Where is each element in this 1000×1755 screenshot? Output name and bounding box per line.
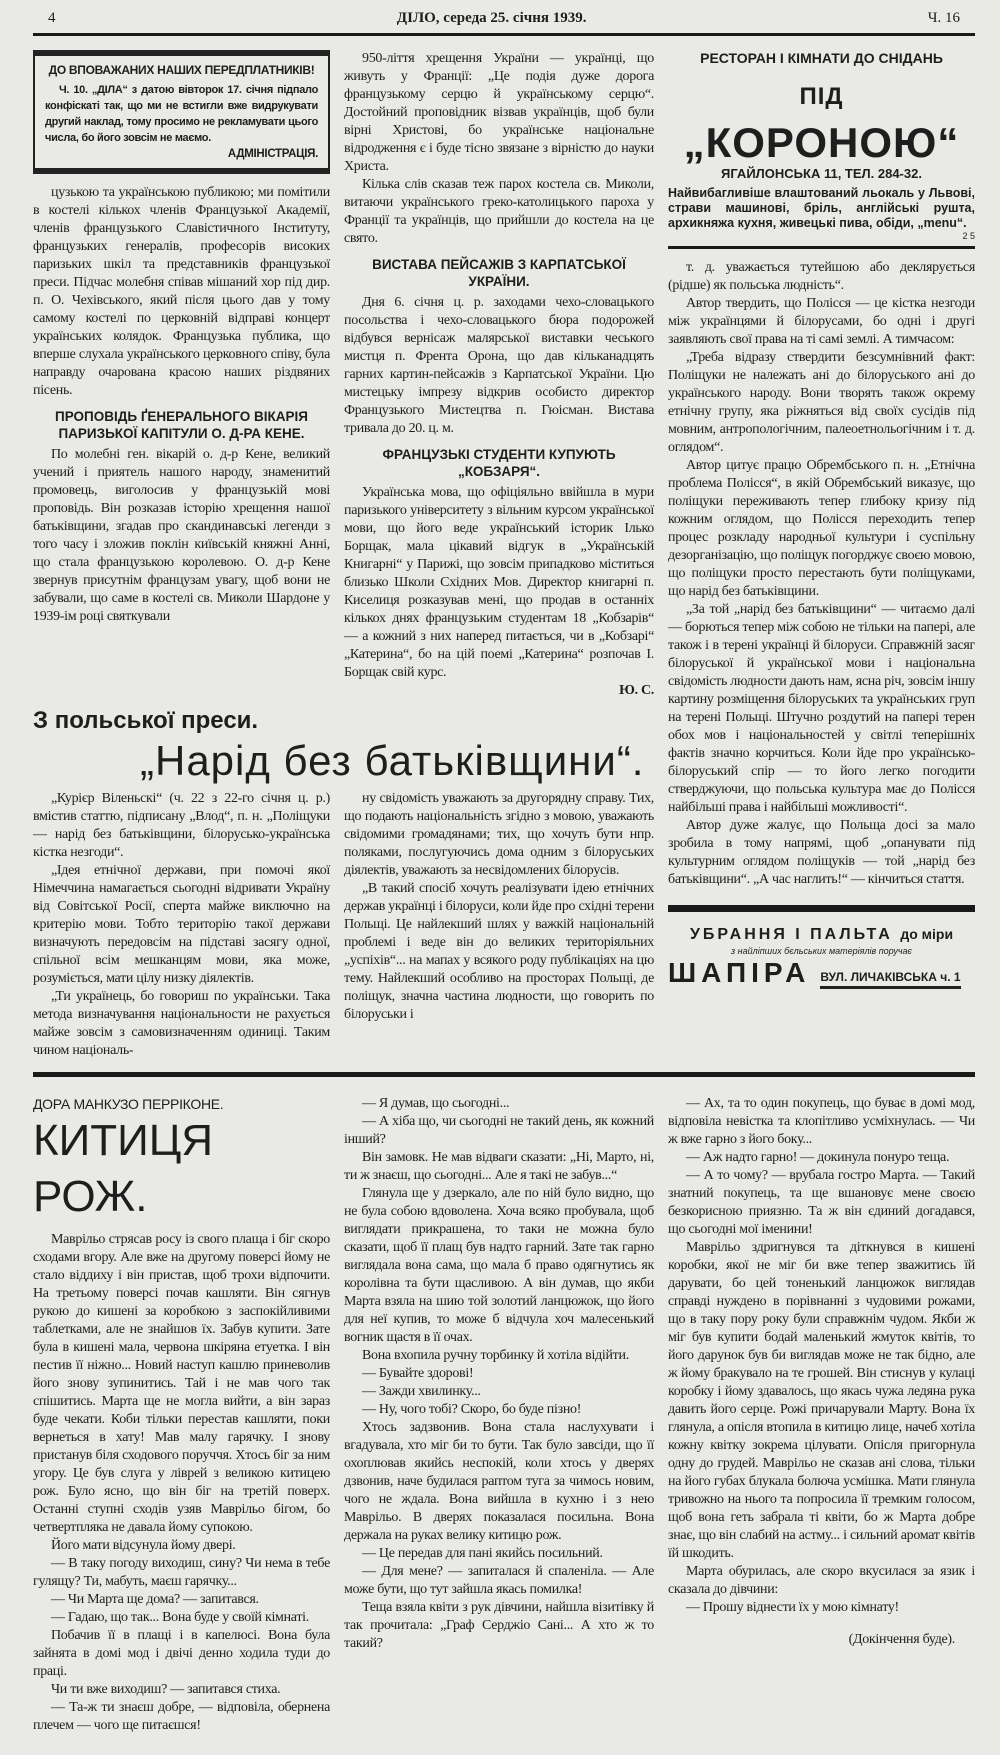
paragraph: Маврільо здригнувся та діткнувся в кишені коробки, якої не міг би вже тепер зважитись їй дарувати, бо цей тоненький ланцюжок виглядав справді нуждено в порівнанні з чудовими рожами, що в таку пору року були справжнім чудом. Якби ж міг був купити бодай маленький жмуток квітів, то його дарунок був би виглядав може не так бідно, але ж йому бракувало на те грошей. Він стиснув у кулаці коробку і йому здавалось, що якась чужа ледяна рука давить його серце. Рожі причарували Марту. Вона їх глянула, а опісля втопила в китицю лице, начеб хотіла кожну квітку зокрема цілувати. Опісля пригорнула одну до грудей. Маврільо не сказав ані слова, тільки на його губах блукала болюча усмішка. Мати глянула тривожно на нього та попросила її тремким голосом, щоб вона геть забрала ті квіти, бо ж Марта добре знає, що він слабий на астму... і сильний аромат квітів їй шкодить. (668, 1240, 975, 1561)
ad-headline (668, 924, 975, 945)
paragraph: Автор твердить, що Полісся — це кістка незгоди між українцями й білорусами, бо одні і другі заявляють свої права на ті самі землі. А тимчасом: (668, 296, 975, 347)
subheading: ВИСТАВА ПЕЙСАЖІВ З КАРПАТСЬКОЇ УКРАЇНИ. (372, 257, 626, 289)
subheading: ФРАНЦУЗЬКІ СТУДЕНТИ КУПУЮТЬ „КОБЗАРЯ“. (382, 447, 616, 479)
paragraph: Дня 6. січня ц. р. заходами чехо-словацького посольства і чехо-словацького бюра подорожей відбувся вернісаж малярської виставки чеського мистця п. Френта Орона, що дав кільканадцять гарних картин-пейсажів з Карпатської України. Цю мистецьку імпрезу відкрив особисто директор Французького Мистецтва п. Гюісман. Вистава тривала до 20. ц. м. (344, 295, 654, 436)
ad-headline-sub: до міри (900, 926, 954, 942)
subscriber-notice (33, 50, 330, 174)
paragraph: — Зажди хвилинку... (362, 1384, 481, 1399)
paragraph: Побачив її в плащі і в капелюсі. Вона була зайнята в домі мод і двічі денно ходила туди до праці. (33, 1628, 330, 1679)
ad-subline: з найліпших бєльських матеріялів поручає (730, 946, 913, 956)
paragraph: Автор дуже жалує, що Польща досі за мало зробила в тому напрямі, щоб „опанувати під культурним оглядом поліщуків — той „нарід без батьківщини“. „А час наглить!“ — кінчиться стаття. (668, 818, 975, 887)
paragraph: цузькою та українською публикою; ми помітили в костелі кількох членів Французької Академії, членів французького Славістичного Інституту, французьких генералів, професорів високих паризьких шкіл та представників французької преси. Підчас молебня співав мішаний хор під дир. п. О. Чехівського, який після цього дав у тому самому костелі по церковній відправі концерт українських колядок. Французька публика, що вперше слухала українського церковного співу, була направду очарована красою наших різдвяних пісень. (33, 185, 330, 398)
paragraph: — Аж надто гарно! — докинула понуро теща. (686, 1150, 950, 1165)
paragraph: — Ну, чого тобі? Скоро, бо буде пізно! (362, 1402, 582, 1417)
paragraph: Кілька слів сказав теж парох костела св. Миколи, витаючи українського греко-католицького пароха у Франції та українців, що прийшли до костела на це свято. (344, 177, 654, 246)
story-column-2 (344, 1095, 654, 1735)
story-column-1-text (33, 1231, 330, 1735)
paragraph: — Я думав, що сьогодні... (362, 1096, 510, 1111)
story-author: ДОРА МАНКУЗО ПЕРРІКОНЕ. (33, 1096, 224, 1112)
paragraph: — Це передав для пані якийсь посильний. (362, 1546, 603, 1561)
top-row (33, 50, 654, 700)
paragraph: — А хіба що, чи сьогодні не такий день, як кожний інший? (344, 1114, 654, 1147)
paragraph: 950-ліття хрещення України — українці, що живуть у Франції: „Це подія дуже дорога французькому серцю й українському серцю“. Достойний проповідник візвав українців, щоб були вірні Христові, бо українське національне відродження є і буде тісно звязане з вірністю до науки Христа. (344, 51, 654, 174)
column-top-1 (33, 50, 330, 700)
paragraph: — Бувайте здорові! (362, 1366, 474, 1381)
ad-code: 2 5 (962, 231, 975, 241)
notice-title: ДО ВПОВАЖАНИХ НАШИХ ПЕРЕДПЛАТНИКІВ! (48, 63, 315, 77)
column-top-1-text (33, 184, 330, 626)
ad-headline-text: УБРАННЯ І ПАЛЬТА (689, 926, 893, 943)
section-label: З польської преси. (33, 707, 259, 734)
header-rule (33, 33, 975, 36)
article-headline: „Нарід без батьківщини“. (140, 737, 645, 784)
issue-number: Ч. 16 (927, 10, 960, 26)
page-header (33, 10, 975, 27)
left-area (33, 50, 654, 1060)
notice-signature: АДМІНІСТРАЦІЯ. (227, 148, 318, 160)
column-top-3 (668, 259, 975, 889)
paragraph: „Ти українець, бо говориш по українськи. Така метода визначування національности не рахується майже зовсім з самовизначенням одиниці. Таким чином національ- (33, 989, 330, 1058)
ad-text: Найвибагливіше влаштований льокаль у Львові, страви машинові, бріль, англійські рушта, архикняжа кухня, живецькі пива, обіди, „menu“. (668, 186, 975, 230)
paragraph: Маврільо стрясав росу із свого плаща і біг скоро сходами вгору. Але вже на другому поверсі йому не стало віддиху і він пристав, щоб трохи відпочити. На третьому поверсі почав кашляти. Він сягнув рукою до кишені за коробкою з заспокійливими таблетками, але не знайшов їх. Забув купити. Зате була в кишені мала, червона шкіряна етуетка. І він пестив її ніжно... Новий наступ кашлю приневолив його знову зупинитись. Тай і не мав чого так спішитись. Марта ще не могла вийти, а він зараз буде чекати. Коби тільки перестав кашляти, поки вернеться в хату! Мав малу гарячку. І знову пристанув біля сходового поруччя. Хтось біг за ним угору. Це був слуга у ліврей з великою китицею рож. Було ясно, що він біг на третій поверх. Останні ступні сходів узяв Маврільо бігом, бо четвертпляка не давала йому супокою. (33, 1232, 330, 1535)
paragraph: „Курієр Віленьскі“ (ч. 22 з 22-го січня ц. р.) вмістив статтю, підписану „Влод“, п. н. „Поліщуки — нарід без батьківщини, білорусько-українська кістка незгоди“. (33, 791, 330, 860)
paragraph: Теща взяла квіти з рук дівчини, найшла візитівку й так прочитала: „Граф Серджіо Сані... А хто ж то такий? (344, 1600, 654, 1651)
paragraph: ну свідомість уважають за другорядну справу. Тих, що подають національність згідно з мовою, уважають свідомими громадянами; тих, що хочуть бути нпр. поляками, послугуючись дома одним з білоруських діялектів, уважають за несвідомлених білорусів. (344, 791, 654, 878)
paragraph: Він замовк. Не мав відваги сказати: „Ні, Марто, ні, ти ж знаєш, що сьогодні... Але я такі не забув...“ (344, 1150, 654, 1183)
ad-rule (668, 246, 975, 249)
subheading: ПРОПОВІДЬ ҐЕНЕРАЛЬНОГО ВІКАРІЯ ПАРИЗЬКОЇ КАПІТУЛИ О. Д-РА КЕНЕ. (55, 409, 308, 441)
paragraph: Глянула ще у дзеркало, але по ній було видно, що не була собою вдоволена. Хоча всяко пробувала, щоб виглядати прикрашена, то таки не можна було сказати, щоб її плащ був надто гарний. Зате так гарно виглядала вона сама, що мала б право одягнутись як королівна та бути щасливою. А він думав, що якби Марта взяла на шию той золотий ланцюжок, що його для неї купив, то може б відчула хоч малесенький вогник щастя в її очах. (344, 1186, 654, 1345)
column-mid-1 (33, 790, 330, 1060)
ad-brand: „КОРОНОЮ“ (683, 119, 960, 166)
paragraph: — А то чому? — врубала гостро Марта. — Такий знатний покупець, та ще вшановує мене своєю безкорисною приязню. Та ж він єдиний догадався, що сьогодні мої іменини! (668, 1168, 975, 1237)
ad-name (668, 67, 975, 166)
paragraph: Українська мова, що офіціяльно ввійшла в мури паризького університету з вільним курсом української мови, що його веде український історик Ілько Борщак, мала цікавий відгук в „Українській Книгарні“ у Парижі, що зовсім припадково міститься близько Школи Східних Мов. Директор книгарні п. Киселиця розказував мені, що продав в останніх кількох днях французьким студентам 18 „Кобзарів“ — а кожний з них наперед питається, чи в „Кобзарі“ „Катерина“, бо на цій поемі „Катерина“ розпочав І. Борщак свій курс. (344, 485, 654, 680)
paragraph: „За той „нарід без батьківщини“ — читаємо далі — борються тепер між собою не тільки на папері, але також і в терені українці й білоруси. Справжній засяг білоруської й української мови і національна свідомість людности дають нам, ясна річ, зовсім іншу картину розміщення білоруських та українських груп на терені Польщі. Штучно роздутий на папері терен обох мов і національностей у світлі теперішніх фактів значно корчиться. Коли йде про українсько-білоруський спір — то його легко погодити стверджуючи, що польська культура має до Полісся найбільші права і найбільші можливості“. (668, 602, 975, 815)
paragraph: Автор цитує працю Обрембського п. н. „Етнічна проблема Полісся“, в якій Обрембський виказує, що поліщуки переживають тепер глибоку кризу під кожним оглядом, що Полісся переходить тепер процес розкладу народньої культури і суспільну дезорганізацію, що поліщук погорджує своєю мовою, що поліщуки просто перестають бути поліщуками, що нарід без батьківщини. (668, 458, 975, 599)
story-column-1 (33, 1095, 330, 1735)
ad-line: РЕСТОРАН І КІМНАТИ ДО СНІДАНЬ (700, 50, 943, 66)
ad-address: ВУЛ. ЛИЧАКІВСЬКА ч. 1 (820, 970, 960, 989)
paragraph: — Чи Марта ще дома? — запитався. (51, 1592, 259, 1607)
right-column (668, 50, 975, 1060)
page-number: 4 (48, 10, 56, 26)
story-section (33, 1095, 975, 1735)
paragraph: „Ідея етнічної держави, при помочі якої Німеччина намагається сьогодні відривати Україну від Совітської Росії, сперта майже виключно на критерію мови. Тобто територію такої держави визначують передовсім на підставі засягу одної, спільної всім мешканцям мови, яка може, розуміється, мати цілу низку діялектів. (33, 863, 330, 986)
notice-body: Ч. 10. „ДІЛА“ з датою вівторок 17. січня підпало конфіскаті так, що ми не встигли вже видрукувати другий наклад, тому просимо не рекламувати цього числа, бо його зовсім не маємо. (45, 84, 318, 144)
paragraph: — Гадаю, що так... Вона буде у своїй кімнаті. (51, 1610, 309, 1625)
paragraph: т. д. уважається тутейшою або деклярується (рідше) як польська людність“. (668, 260, 975, 293)
section-divider (33, 1072, 975, 1077)
signature: Ю. С. (619, 683, 654, 698)
column-top-2 (344, 50, 654, 700)
paragraph: „Треба відразу ствердити безсумнівний факт: Поліщуки не належать ані до білоруського ані до українського народу. Вони творять також окрему етнічну групу, яка ріжняться від своїх сусідів під мовним, антропологічним, палеоетнольогічним і т. д. оглядом“. (668, 350, 975, 455)
restaurant-ad (668, 50, 975, 242)
story-continuation: (Докінчення буде). (848, 1632, 955, 1647)
ad-top-rule (668, 905, 975, 912)
ad-pre: ПІД (799, 83, 844, 110)
paragraph: — Та-ж ти знаєш добре, — відповіла, обернена плечем — чого ще питаєшся! (33, 1700, 330, 1733)
column-mid-2 (344, 790, 654, 1060)
paragraph: Його мати відсунула йому двері. (51, 1538, 236, 1553)
paragraph: — Ах, та то один покупець, що буває в домі мод, відповіла невістка та клопітливо усміхнулась. — Чи ж вже гарно з його боку... (668, 1096, 975, 1147)
paragraph: — Прошу віднести їх у мою кімнату! (686, 1600, 899, 1615)
upper-section (33, 50, 975, 1060)
story-title: КИТИЦЯ РОЖ. (33, 1116, 214, 1221)
ad-address: ЯГАЙЛОНСЬКА 11, ТЕЛ. 284-32. (721, 166, 922, 181)
paragraph: Марта обурилась, але скоро вкусилася за язик і сказала до дівчини: (668, 1564, 975, 1597)
paragraph: — Для мене? — запиталася й спаленіла. — Але може бути, що тут зайшла якась помилка! (344, 1564, 654, 1597)
tailor-ad (668, 905, 975, 989)
story-column-3 (668, 1095, 975, 1735)
paragraph: По молебні ген. вікарій о. д-р Кене, великий учений і приятель нашого народу, знаменитий промовець, виголосив у французькій мові проповідь. Він розказав історію хрещення нашої батьківщини, згадав про скандинавські легенди з того часу і зложив поклін київській княжні Анні, що стала французькою королевою. О. д-р Кене звернув присутнім французам увагу, щоб вони не забували, що саме в костелі св. Миколи Шардоне у 1939-ім році святкували (33, 447, 330, 624)
paragraph: Хтось задзвонив. Вона стала наслухувати і вгадувала, хто міг би то бути. Так було завсіди, що її охоплював якийсь неспокій, коли хтось у дверях дзвонив, наче будилася раптом туга за чимось новим, чого не ждала. Вона вийшла в кухню і з нею Маврільо. В дверях показалася посильна. Вона держала на руках велику китицю рож. (344, 1420, 654, 1543)
paragraph: Вона вхопила ручну торбинку й хотіла відійти. (362, 1348, 629, 1363)
masthead: ДІЛО, середа 25. січня 1939. (396, 10, 587, 26)
mid-row (33, 790, 654, 1060)
paragraph: „В такий спосіб хочуть реалізувати ідею етнічних держав українці і білоруси, коли йде про східні терени Польщі. Це найлекший шлях у важкій національній проблемі і веде він до великих територіяльних „успіхів“... на мапах у всякого роду публікаціях на цю тему. Найлекший особливо на просторах Польщі, де поліщук, значна частина людности, що говорить по білоруськи і (344, 881, 654, 1022)
paragraph: Чи ти вже виходиш? — запитався стиха. (51, 1682, 281, 1697)
paragraph: — В таку погоду виходиш, сину? Чи нема в тебе гулящу? Ти, мабуть, маєш гарячку... (33, 1556, 330, 1589)
story-column-3-text (668, 1095, 975, 1617)
ad-brand: ШАПІРА (668, 957, 811, 988)
